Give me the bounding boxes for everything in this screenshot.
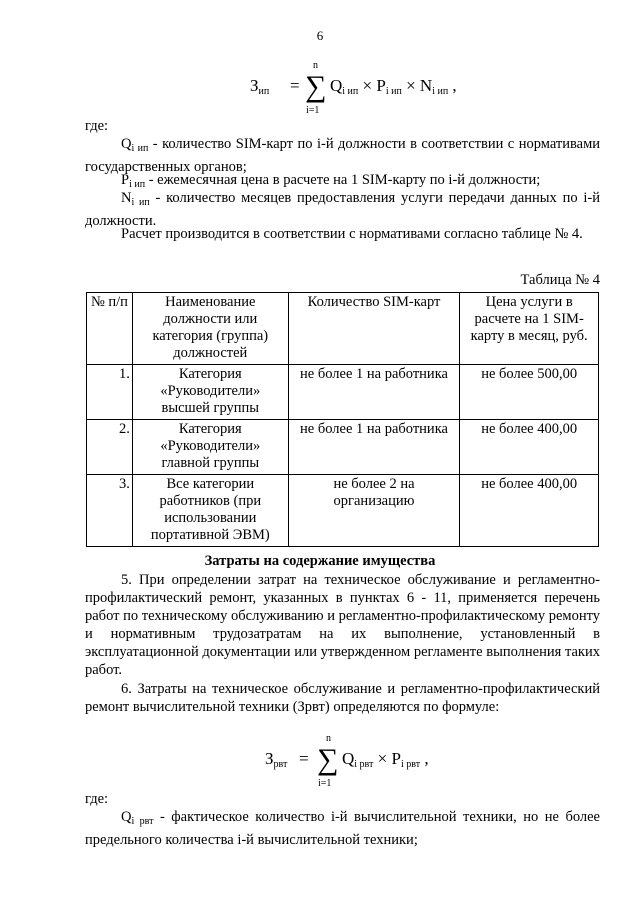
where-label-2: где: — [85, 791, 109, 807]
row-price: не более 500,00 — [460, 365, 599, 420]
sum2-lower-limit: i=1 — [318, 778, 332, 789]
formula-lhs: $З_{ип}$ — [250, 76, 270, 97]
sum2-symbol: ∑ — [317, 743, 339, 776]
table-row — [87, 475, 599, 547]
where-label: где: — [85, 118, 109, 134]
header-price: Цена услуги в расчете на 1 SIM-карту в месяц, руб. — [460, 293, 599, 365]
row-price: не более 400,00 — [460, 420, 599, 475]
formula2-body: $Q_{i рвт} \times P_{i рвт}$ , — [342, 749, 429, 770]
sim-card-norms-table — [86, 292, 599, 547]
formula-body: $Q_{i ип} \times P_{i ип} \times N_{i ип}$ , — [330, 76, 457, 97]
definition-q-rvt: $Q_{i рвт}$ - фактическое количество i-й вычислительной техники, но не более предельного количества i-й вычислительной техники; — [85, 809, 600, 848]
sum-symbol: ∑ — [305, 70, 327, 103]
row-position: Категория «Руководители» главной группы — [132, 420, 288, 475]
formula2-lhs: $З_{рвт}$ — [265, 749, 288, 770]
sum-upper-limit: n — [313, 60, 318, 71]
header-number: № п/п — [87, 293, 133, 365]
sum2-upper-limit: n — [326, 733, 331, 744]
page-number: 6 — [316, 28, 324, 43]
row-sim-count: не более 1 на работника — [288, 420, 460, 475]
header-position: Наименование должности или категория (группа) должностей — [132, 293, 288, 365]
table-caption: Таблица № 4 — [520, 272, 600, 288]
calculation-note: Расчет производится в соответствии с нормативами согласно таблице № 4. — [121, 226, 583, 242]
table-row — [87, 365, 599, 420]
row-number: 2. — [87, 420, 133, 475]
formula2-equals: = — [299, 749, 309, 768]
row-position: Все категории работников (при использовании портативной ЭВМ) — [132, 475, 288, 547]
table-row — [87, 420, 599, 475]
definition-n: $N_{i ип}$ - количество месяцев предоставления услуги передачи данных по i-й должности. — [85, 190, 601, 229]
header-sim-count: Количество SIM-карт — [288, 293, 460, 365]
formula-equals: = — [290, 76, 300, 95]
paragraph-6: 6. Затраты на техническое обслуживание и регламентно-профилактический ремонт вычислительной техники (Зрвт) определяются по формуле: — [85, 681, 600, 715]
table-header-row — [87, 293, 599, 365]
definition-p: $P_{i ип}$ - ежемесячная цена в расчете на 1 SIM-карту по i-й должности; — [121, 172, 541, 190]
paragraph-5: 5. При определении затрат на техническое обслуживание и регламентно-профилактический ремонт, указанных в пунктах 6 - 11, применяется перечень работ по техническому обслуживанию и регламентно-профилактическому ремонту и нормативным трудозатратам на их выполнение, установленный в эксплуатационной документации или утвержденном регламенте выполнения таких работ. — [85, 572, 600, 678]
row-price: не более 400,00 — [460, 475, 599, 547]
row-sim-count: не более 2 на организацию — [288, 475, 460, 547]
row-position: Категория «Руководители» высшей группы — [132, 365, 288, 420]
definition-q: $Q_{i ип}$ - количество SIM-карт по i-й должности в соответствии с нормативами государственных органов; — [85, 136, 600, 175]
sum-lower-limit: i=1 — [306, 105, 320, 116]
section-title: Затраты на содержание имущества — [204, 553, 436, 569]
row-sim-count: не более 1 на работника — [288, 365, 460, 420]
row-number: 3. — [87, 475, 133, 547]
row-number: 1. — [87, 365, 133, 420]
